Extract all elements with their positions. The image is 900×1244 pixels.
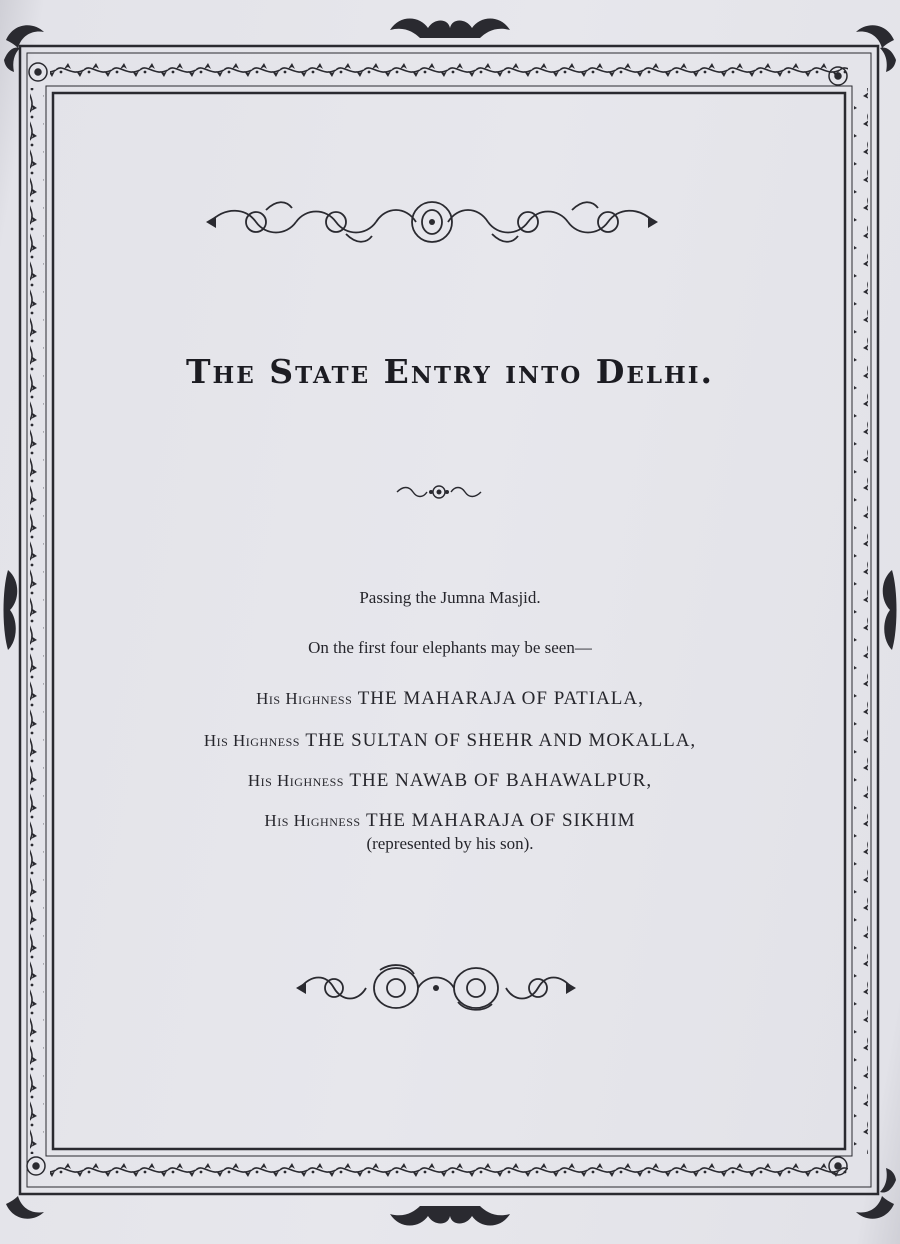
dignitary-name: THE SULTAN OF SHEHR AND MOKALLA, [305, 730, 697, 751]
dignitary-name: THE MAHARAJA OF PATIALA, [357, 688, 644, 709]
dignitary-line [0, 688, 900, 710]
dignitary-line [0, 810, 900, 832]
tailpiece-ornament [296, 960, 576, 1014]
honorific: His Highness [264, 811, 361, 830]
headpiece-ornament [206, 196, 658, 248]
honorific: His Highness [203, 731, 300, 750]
dignitary-name: THE MAHARAJA OF SIKHIM [366, 810, 636, 831]
page-title: The State Entry into Delhi. [185, 352, 715, 391]
caption: Passing the Jumna Masjid. [359, 588, 541, 607]
dignitary-line [0, 770, 900, 792]
dignitary-line [0, 730, 900, 752]
intro-text: On the first four elephants may be seen— [308, 638, 592, 657]
divider-ornament [395, 482, 483, 502]
dignitary-name: THE NAWAB OF BAHAWALPUR, [349, 770, 653, 791]
note-text: (represented by his son). [366, 834, 534, 853]
honorific: His Highness [256, 689, 353, 708]
honorific: His Highness [247, 771, 344, 790]
